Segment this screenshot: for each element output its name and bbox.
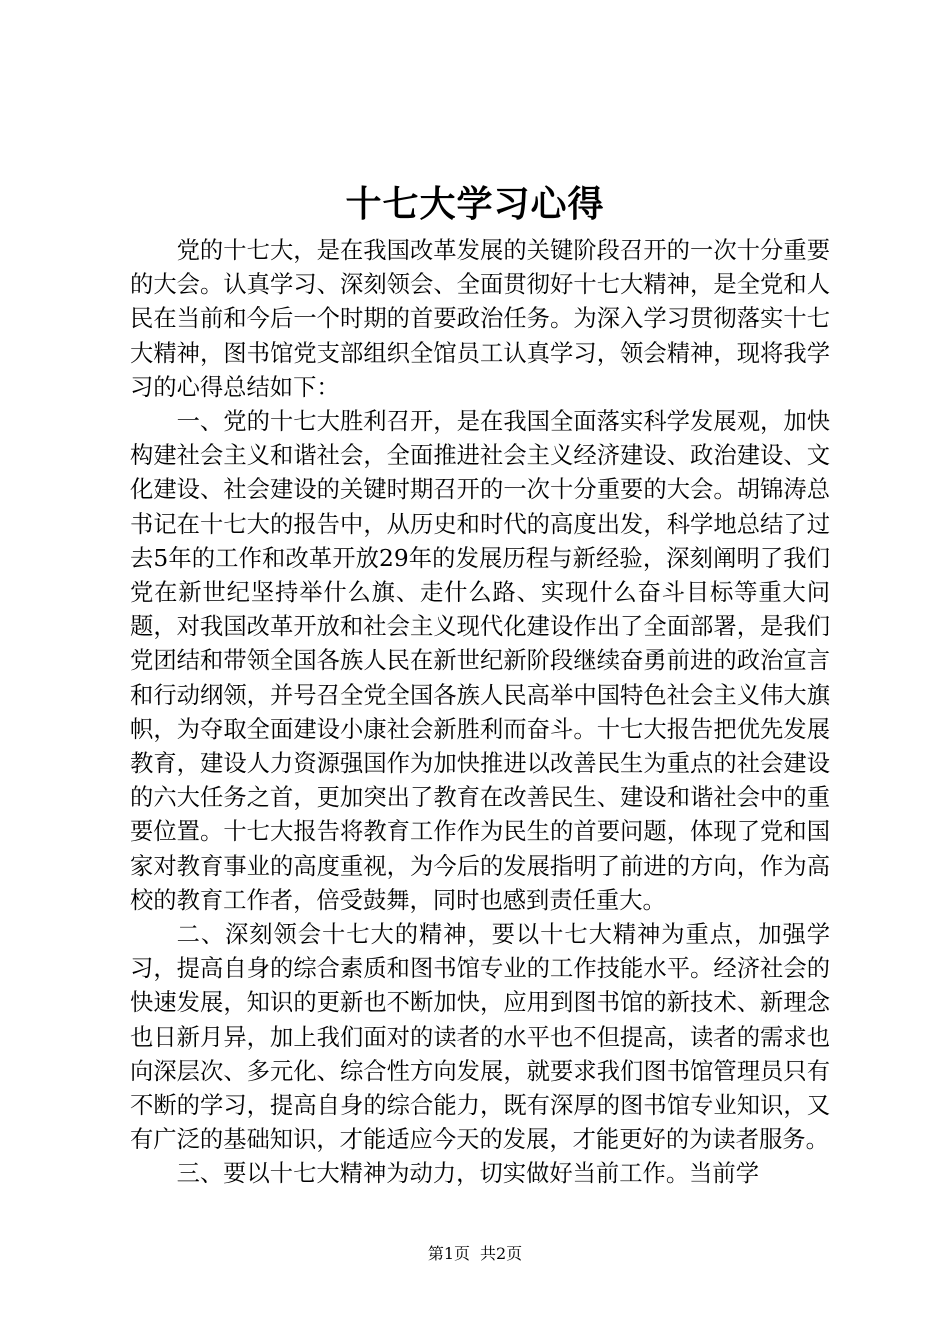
- paragraph-section-1: 一、党的十七大胜利召开，是在我国全面落实科学发展观，加快构建社会主义和谐社会，全面推进社会主义经济建设、政治建设、文化建设、社会建设的关键时期召开的一次十分重要的大会。胡锦涛总书记在十七大的报告中，从历史和时代的高度出发，科学地总结了过去5年的工作和改革开放29年的发展历程与新经验，深刻阐明了我们党在新世纪坚持举什么旗、走什么路、实现什么奋斗目标等重大问题，对我国改革开放和社会主义现代化建设作出了全面部署，是我们党团结和带领全国各族人民在新世纪新阶段继续奋勇前进的政治宣言和行动纲领，并号召全党全国各族人民高举中国特色社会主义伟大旗帜，为夺取全面建设小康社会新胜利而奋斗。十七大报告把优先发展教育，建设人力资源强国作为加快推进以改善民生为重点的社会建设的六大任务之首，更加突出了教育在改善民生、建设和谐社会中的重要位置。十七大报告将教育工作作为民生的首要问题，体现了党和国家对教育事业的高度重视，为今后的发展指明了前进的方向，作为高校的教育工作者，倍受鼓舞，同时也感到责任重大。: [130, 408, 830, 914]
- document-body: [130, 234, 830, 1192]
- page-number: 第1页: [427, 1244, 470, 1263]
- page-footer: [0, 1243, 950, 1265]
- page-total: 共2页: [480, 1244, 523, 1263]
- paragraph-section-3: 三、要以十七大精神为动力，切实做好当前工作。当前学: [176, 1160, 760, 1188]
- paragraph-intro: 党的十七大，是在我国改革发展的关键阶段召开的一次十分重要的大会。认真学习、深刻领会、全面贯彻好十七大精神，是全党和人民在当前和今后一个时期的首要政治任务。为深入学习贯彻落实十七大精神，图书馆党支部组织全馆员工认真学习，领会精神，现将我学习的心得总结如下：: [130, 237, 830, 401]
- paragraph-section-2: 二、深刻领会十七大的精神，要以十七大精神为重点，加强学习，提高自身的综合素质和图书馆专业的工作技能水平。经济社会的快速发展，知识的更新也不断加快，应用到图书馆的新技术、新理念也日新月异，加上我们面对的读者的水平也不但提高，读者的需求也向深层次、多元化、综合性方向发展，就要求我们图书馆管理员只有不断的学习，提高自身的综合能力，既有深厚的图书馆专业知识，又有广泛的基础知识，才能适应今天的发展，才能更好的为读者服务。: [130, 921, 830, 1154]
- document-title: 十七大学习心得: [345, 183, 605, 225]
